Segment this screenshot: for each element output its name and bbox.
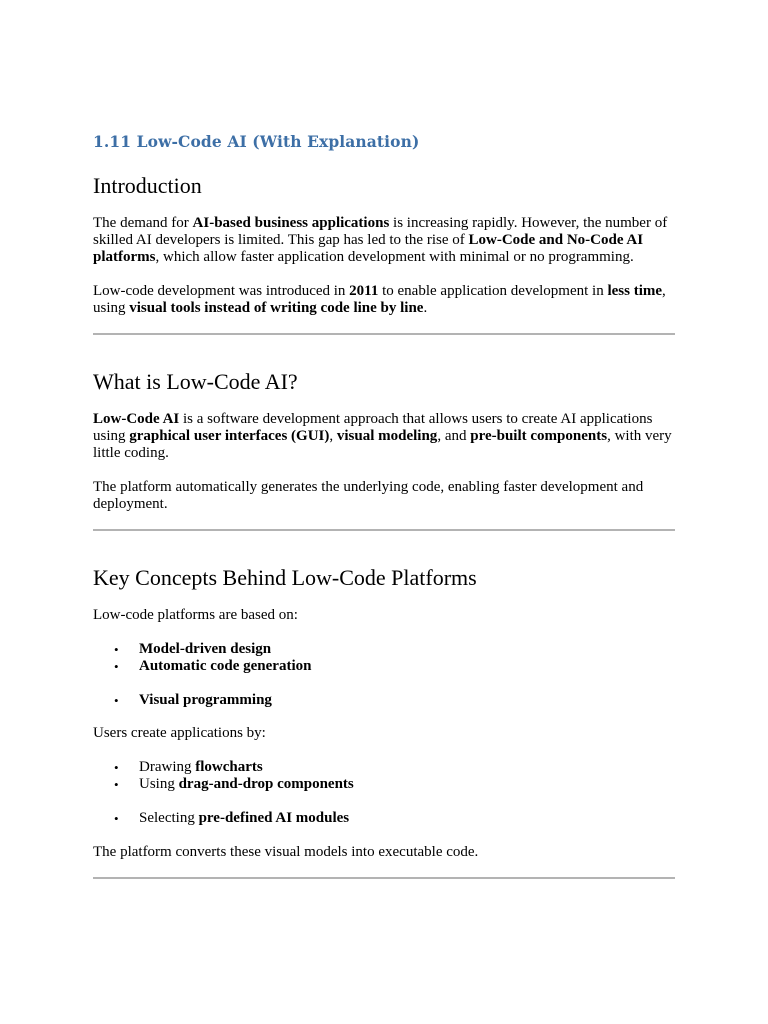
intro-paragraph-2: Low-code development was introduced in 2011 to enable application development in less time, using visual tools instead of writing code line by line. bbox=[93, 283, 666, 316]
list-item: • Using drag-and-drop components bbox=[114, 776, 354, 792]
section-divider-2 bbox=[93, 529, 675, 531]
bullet-icon: • bbox=[114, 760, 119, 775]
what-is-paragraph-1: Low-Code AI is a software development approach that allows users to create AI applications using graphical user interfaces (GUI), visual modeling, and pre-built components, with very little coding. bbox=[93, 411, 672, 461]
users-label: Users create applications by: bbox=[93, 725, 266, 741]
intro-title: Introduction bbox=[93, 173, 202, 198]
bullet-icon: • bbox=[114, 811, 119, 826]
list-item: • Visual programming bbox=[114, 692, 272, 708]
list-item: • Model-driven design bbox=[114, 641, 272, 657]
list-item: • Automatic code generation bbox=[114, 658, 312, 674]
list-item: • Drawing flowcharts bbox=[114, 759, 263, 775]
key-concepts-title: Key Concepts Behind Low-Code Platforms bbox=[93, 565, 477, 590]
bullet-icon: • bbox=[114, 693, 119, 708]
section-divider-3 bbox=[93, 877, 675, 879]
based-on-label: Low-code platforms are based on: bbox=[93, 607, 298, 623]
section-heading: 1.11 Low-Code AI (With Explanation) bbox=[93, 132, 420, 151]
conclusion-paragraph: The platform converts these visual models into executable code. bbox=[93, 844, 479, 860]
intro-paragraph-1: The demand for AI-based business applications is increasing rapidly. However, the number of skilled AI developers is limited. This gap has led to the rise of Low-Code and No-Code AI platforms, which allow faster application development with minimal or no programming. bbox=[93, 215, 668, 265]
bullet-icon: • bbox=[114, 659, 119, 674]
users-list bbox=[93, 759, 675, 827]
based-on-list bbox=[93, 641, 675, 709]
what-is-paragraph-2: The platform automatically generates the underlying code, enabling faster development and deployment. bbox=[93, 479, 644, 512]
bullet-icon: • bbox=[114, 777, 119, 792]
bullet-icon: • bbox=[114, 642, 119, 657]
what-is-title: What is Low-Code AI? bbox=[93, 369, 298, 394]
section-divider-1 bbox=[93, 333, 675, 335]
list-item: • Selecting pre-defined AI modules bbox=[114, 810, 350, 826]
